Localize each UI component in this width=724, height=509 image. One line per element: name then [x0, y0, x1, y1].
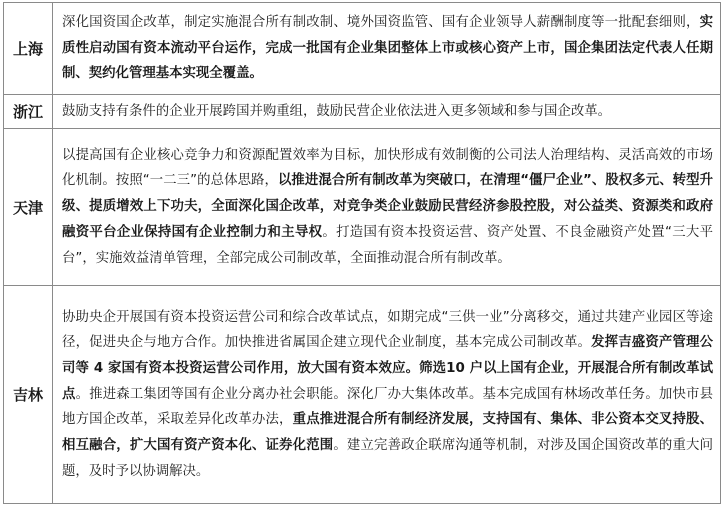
table-row-zhejiang	[4, 95, 721, 129]
policy-text: 深化国资国企改革，制定实施混合所有制改制、境外国资监管、国有企业领导人薪酬制度等一批配套细则，	[62, 14, 700, 30]
policy-text-emphasis: 发挥吉盛资产管理公司等 4 家国有资本投资运营公司作用，放大国有资本效应。筛选10 户以上国有企业，开展混合所有制改革试点	[62, 335, 713, 402]
reform-policy-table	[3, 2, 721, 504]
table-row-jilin	[4, 286, 721, 504]
policy-text: 鼓励支持有条件的企业开展跨国并购重组，鼓励民营企业依法进入更多领域和参与国企改革。	[62, 103, 612, 119]
policy-content-cell	[53, 286, 721, 504]
region-cell: 上海	[4, 3, 53, 95]
policy-text: 以提高国有企业核心竞争力和资源配置效率为目标，加快形成有效制衡的公司法人治理结构、灵活高效的市场化机制。按照“一二三”的总体思路，	[62, 147, 713, 189]
table-row-tianjin	[4, 129, 721, 286]
policy-text-emphasis: 实质性启动国有资本流动平台运作，完成一批国有企业集团整体上市或核心资产上市，国企集团法定代表人任期制、契约化管理基本实现全覆盖。	[62, 14, 713, 82]
policy-text: 。建立完善政企联席沟通等机制，对涉及国企国资改革的重大问题，及时予以协调解决。	[62, 438, 714, 479]
policy-text: 。打造国有资本投资运营、资产处置、不良金融资产处置“三大平台”，实施效益清单管理，全部完成公司制改革，全面推动混合所有制改革。	[62, 224, 714, 266]
table-body	[4, 3, 721, 504]
policy-text-emphasis: 重点推进混合所有制经济发展，支持国有、集体、非公资本交叉持股、相互融合，扩大国有资产资本化、证券化范围	[62, 412, 713, 454]
policy-content-cell	[53, 3, 721, 95]
region-cell: 浙江	[4, 95, 53, 129]
policy-text-emphasis: 以推进混合所有制改革为突破口，在清理“僵尸企业”、股权多元、转型升级、提质增效上下功夫，全面深化国企改革，对竞争类企业鼓励民营经济参股控股，对公益类、资源类和政府融资平台企业保持国有企业控制力和主导权	[62, 173, 713, 240]
policy-content-cell	[53, 129, 721, 286]
policy-text: 协助央企开展国有资本投资运营公司和综合改革试点，如期完成“三供一业”分离移交，通过共建产业园区等途径，促进央企与地方合作。加快推进省属国企建立现代企业制度，基本完成公司制改革。	[62, 309, 713, 351]
region-cell: 天津	[4, 129, 53, 286]
policy-text: 。推进森工集团等国有企业分离办社会职能。深化厂办大集体改革。基本完成国有林场改革任务。加快市县地方国企改革，采取差异化改革办法，	[62, 386, 714, 428]
table-row-shanghai	[4, 3, 721, 95]
policy-content-cell	[53, 95, 721, 129]
region-cell: 吉林	[4, 286, 53, 504]
